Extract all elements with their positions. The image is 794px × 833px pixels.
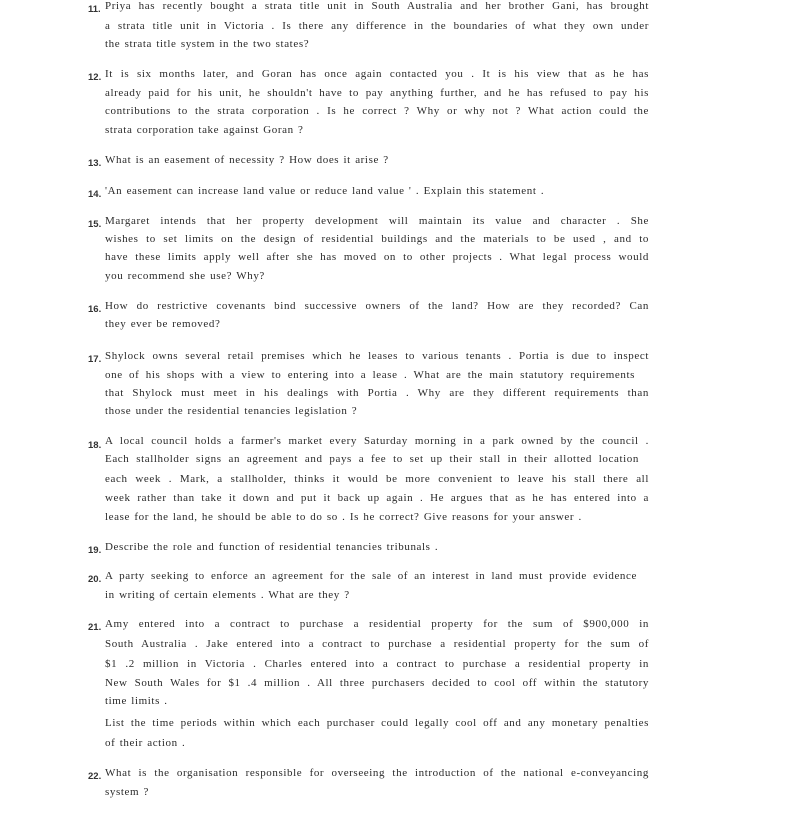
text-line: those under the residential tenancies legislation ?: [105, 405, 358, 417]
text-line: Describe the role and function of residential tenancies tribunals .: [105, 541, 439, 553]
text-line: wishes to set limits on the design of residential buildings and the materials to be used , and to: [105, 233, 649, 245]
question-number: 15.: [88, 219, 102, 230]
text-line: South Australia . Jake entered into a contract to purchase a residential property for the sum of: [105, 638, 649, 650]
text-line: 'An easement can increase land value or reduce land value ' . Explain this statement .: [105, 185, 545, 197]
text-line: A party seeking to enforce an agreement for the sale of an interest in land must provide evidence: [105, 570, 637, 582]
question-number: 16.: [88, 304, 102, 315]
text-line: New South Wales for $1 .4 million . All three purchasers decided to cool off within the statutory: [105, 677, 649, 689]
text-line: contributions to the strata corporation . Is he correct ? Why or why not ? What action could the: [105, 105, 649, 117]
question-number: 11.: [88, 4, 101, 15]
text-line: a strata title unit in Victoria . Is there any difference in the boundaries of what they own under: [105, 20, 649, 32]
text-line: Shylock owns several retail premises which he leases to various tenants . Portia is due to inspect: [105, 350, 649, 362]
text-line: Margaret intends that her property development will maintain its value and character . She: [105, 215, 649, 227]
text-line: week rather than take it down and put it back up again . He argues that as he has entered into a: [105, 492, 649, 504]
text-line: have these limits apply well after she has moved on to other projects . What legal process would: [105, 251, 649, 263]
text-line: Amy entered into a contract to purchase a residential property for the sum of $900,000 in: [105, 618, 649, 630]
text-line: $1 .2 million in Victoria . Charles entered into a contract to purchase a residential property in: [105, 658, 649, 670]
text-line: How do restrictive covenants bind successive owners of the land? How are they recorded? Can: [105, 300, 649, 312]
text-line: It is six months later, and Goran has once again contacted you . It is his view that as he has: [105, 68, 649, 80]
text-line: strata corporation take against Goran ?: [105, 124, 304, 136]
question-number: 22.: [88, 771, 102, 782]
text-line: Priya has recently bought a strata title unit in South Australia and her brother Gani, has brought: [105, 0, 649, 12]
text-line: that Shylock must meet in his dealings with Portia . Why are they different requirements than: [105, 387, 649, 399]
question-number: 12.: [88, 72, 102, 83]
text-line: of their action .: [105, 737, 186, 749]
text-line: Each stallholder signs an agreement and pays a fee to set up their stall in their allotted location: [105, 453, 639, 465]
text-line: lease for the land, he should be able to do so . Is he correct? Give reasons for your answer .: [105, 511, 582, 523]
text-line: you recommend she use? Why?: [105, 270, 265, 282]
text-line: already paid for his unit, he shouldn't have to pay anything further, and he has refused to pay his: [105, 87, 649, 99]
text-line: time limits .: [105, 695, 168, 707]
question-number: 21.: [88, 622, 102, 633]
question-number: 18.: [88, 440, 102, 451]
question-number: 17.: [88, 354, 102, 365]
text-line: system ?: [105, 786, 149, 798]
text-line: A local council holds a farmer's market every Saturday morning in a park owned by the council .: [105, 435, 649, 447]
text-line: one of his shops with a view to entering into a lease . What are the main statutory requirements: [105, 369, 635, 381]
question-number: 19.: [88, 545, 102, 556]
question-number: 14.: [88, 189, 102, 200]
question-number: 13.: [88, 158, 102, 169]
text-line: in writing of certain elements . What are they ?: [105, 589, 350, 601]
text-line: What is an easement of necessity ? How does it arise ?: [105, 154, 389, 166]
text-line: the strata title system in the two states?: [105, 38, 310, 50]
text-line: they ever be removed?: [105, 318, 221, 330]
text-line: each week . Mark, a stallholder, thinks it would be more convenient to leave his stall there all: [105, 473, 649, 485]
question-number: 20.: [88, 574, 102, 585]
text-line: What is the organisation responsible for overseeing the introduction of the national e-conveyancing: [105, 767, 649, 779]
text-line: List the time periods within which each purchaser could legally cool off and any monetary penalties: [105, 717, 649, 729]
